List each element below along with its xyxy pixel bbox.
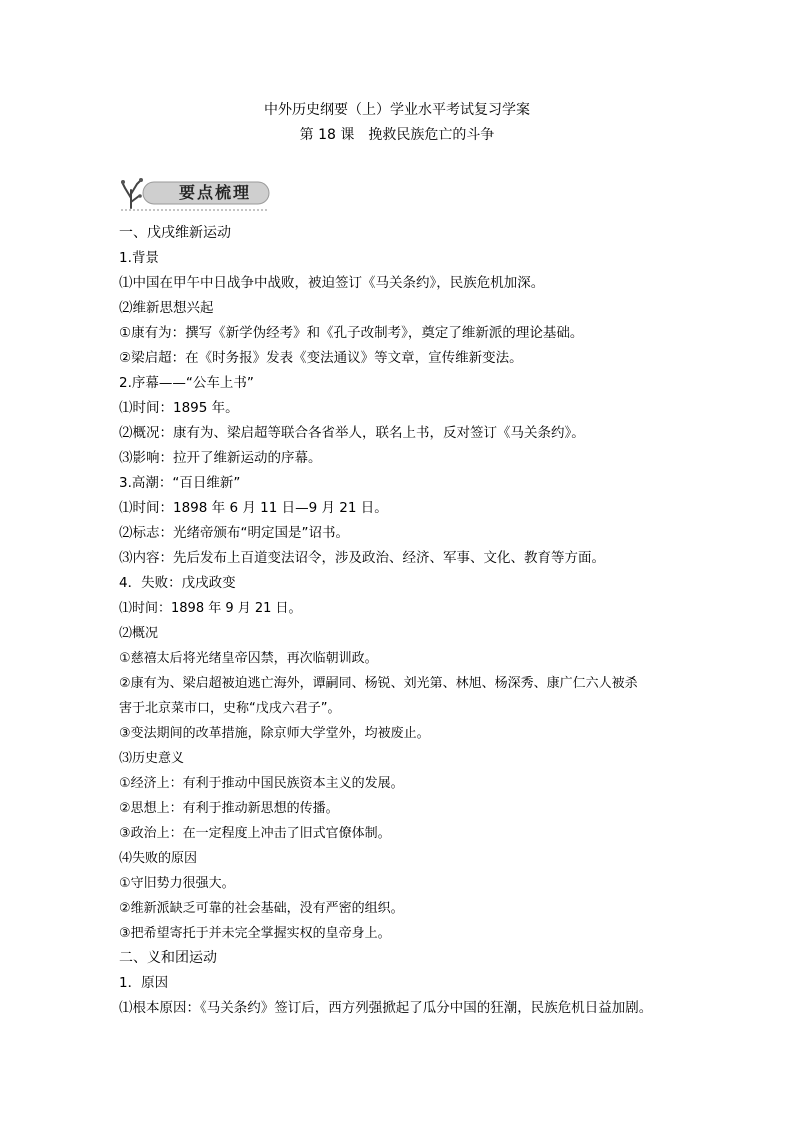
text-line: ⑵概况：康有为、梁启超等联合各省举人，联名上书，反对签订《马关条约》。 [119,425,585,441]
text-line: ⑵维新思想兴起 [119,300,214,316]
text-line: ⑴根本原因：《马关条约》签订后，西方列强掀起了瓜分中国的狂潮，民族危机日益加剧。 [119,1000,653,1016]
text-line: ⑶影响：拉开了维新运动的序幕。 [119,450,322,466]
text-line: ⑴时间：1895 年。 [119,400,239,416]
heading-2: 二、义和团运动 [119,950,217,966]
text-line: 4．失败：戊戌政变 [119,575,236,591]
document-title: 中外历史纲要（上）学业水平考试复习学案 [264,102,530,118]
text-line: ③把希望寄托于并未完全掌握实权的皇帝身上。 [119,926,391,941]
text-line: ②维新派缺乏可靠的社会基础，没有严密的组织。 [119,901,404,916]
text-line: ⑴时间：1898 年 6 月 11 日—9 月 21 日。 [119,500,388,516]
text-line: 害于北京菜市口，史称“戊戌六君子”。 [119,701,341,716]
text-line: ⑷失败的原因 [119,851,198,866]
section-label: 要点梳理 [178,183,251,202]
text-line: 2.序幕——“公车上书” [119,375,254,391]
text-line: ①守旧势力很强大。 [119,876,235,891]
section-header [117,176,277,216]
text-line: ⑶内容：先后发布上百道变法诏令，涉及政治、经济、军事、文化、教育等方面。 [119,550,605,566]
lesson-title: 第 18 课 挽救民族危亡的斗争 [299,127,495,143]
heading-1: 一、戊戌维新运动 [119,225,231,241]
text-line: ⑵标志：光绪帝颁布“明定国是”诏书。 [119,525,349,541]
text-line: ⑴中国在甲午中日战争中战败，被迫签订《马关条约》，民族危机加深。 [119,275,545,291]
text-line: ②康有为、梁启超被迫逃亡海外，谭嗣同、杨锐、刘光第、林旭、杨深秀、康广仁六人被杀 [119,676,638,691]
text-line: ③政治上：在一定程度上冲击了旧式官僚体制。 [119,826,391,841]
text-line: 1．原因 [119,975,169,991]
text-line: ①康有为：撰写《新学伪经考》和《孔子改制考》，奠定了维新派的理论基础。 [119,325,584,341]
text-line: 3.高潮：“百日维新” [119,475,241,491]
text-line: ③变法期间的改革措施，除京师大学堂外，均被废止。 [119,726,430,741]
text-line: ⑴时间：1898 年 9 月 21 日。 [119,601,302,616]
text-line: ⑵概况 [119,626,159,641]
text-line: ①慈禧太后将光绪皇帝囚禁，再次临朝训政。 [119,651,378,666]
text-line: ②梁启超：在《时务报》发表《变法通议》等文章，宣传维新变法。 [119,350,523,366]
text-line: ⑶历史意义 [119,751,185,766]
text-line: ②思想上：有利于推动新思想的传播。 [119,801,339,816]
text-line: 1.背景 [119,250,159,266]
content-lines [119,221,719,1021]
text-line: ①经济上：有利于推动中国民族资本主义的发展。 [119,776,404,791]
